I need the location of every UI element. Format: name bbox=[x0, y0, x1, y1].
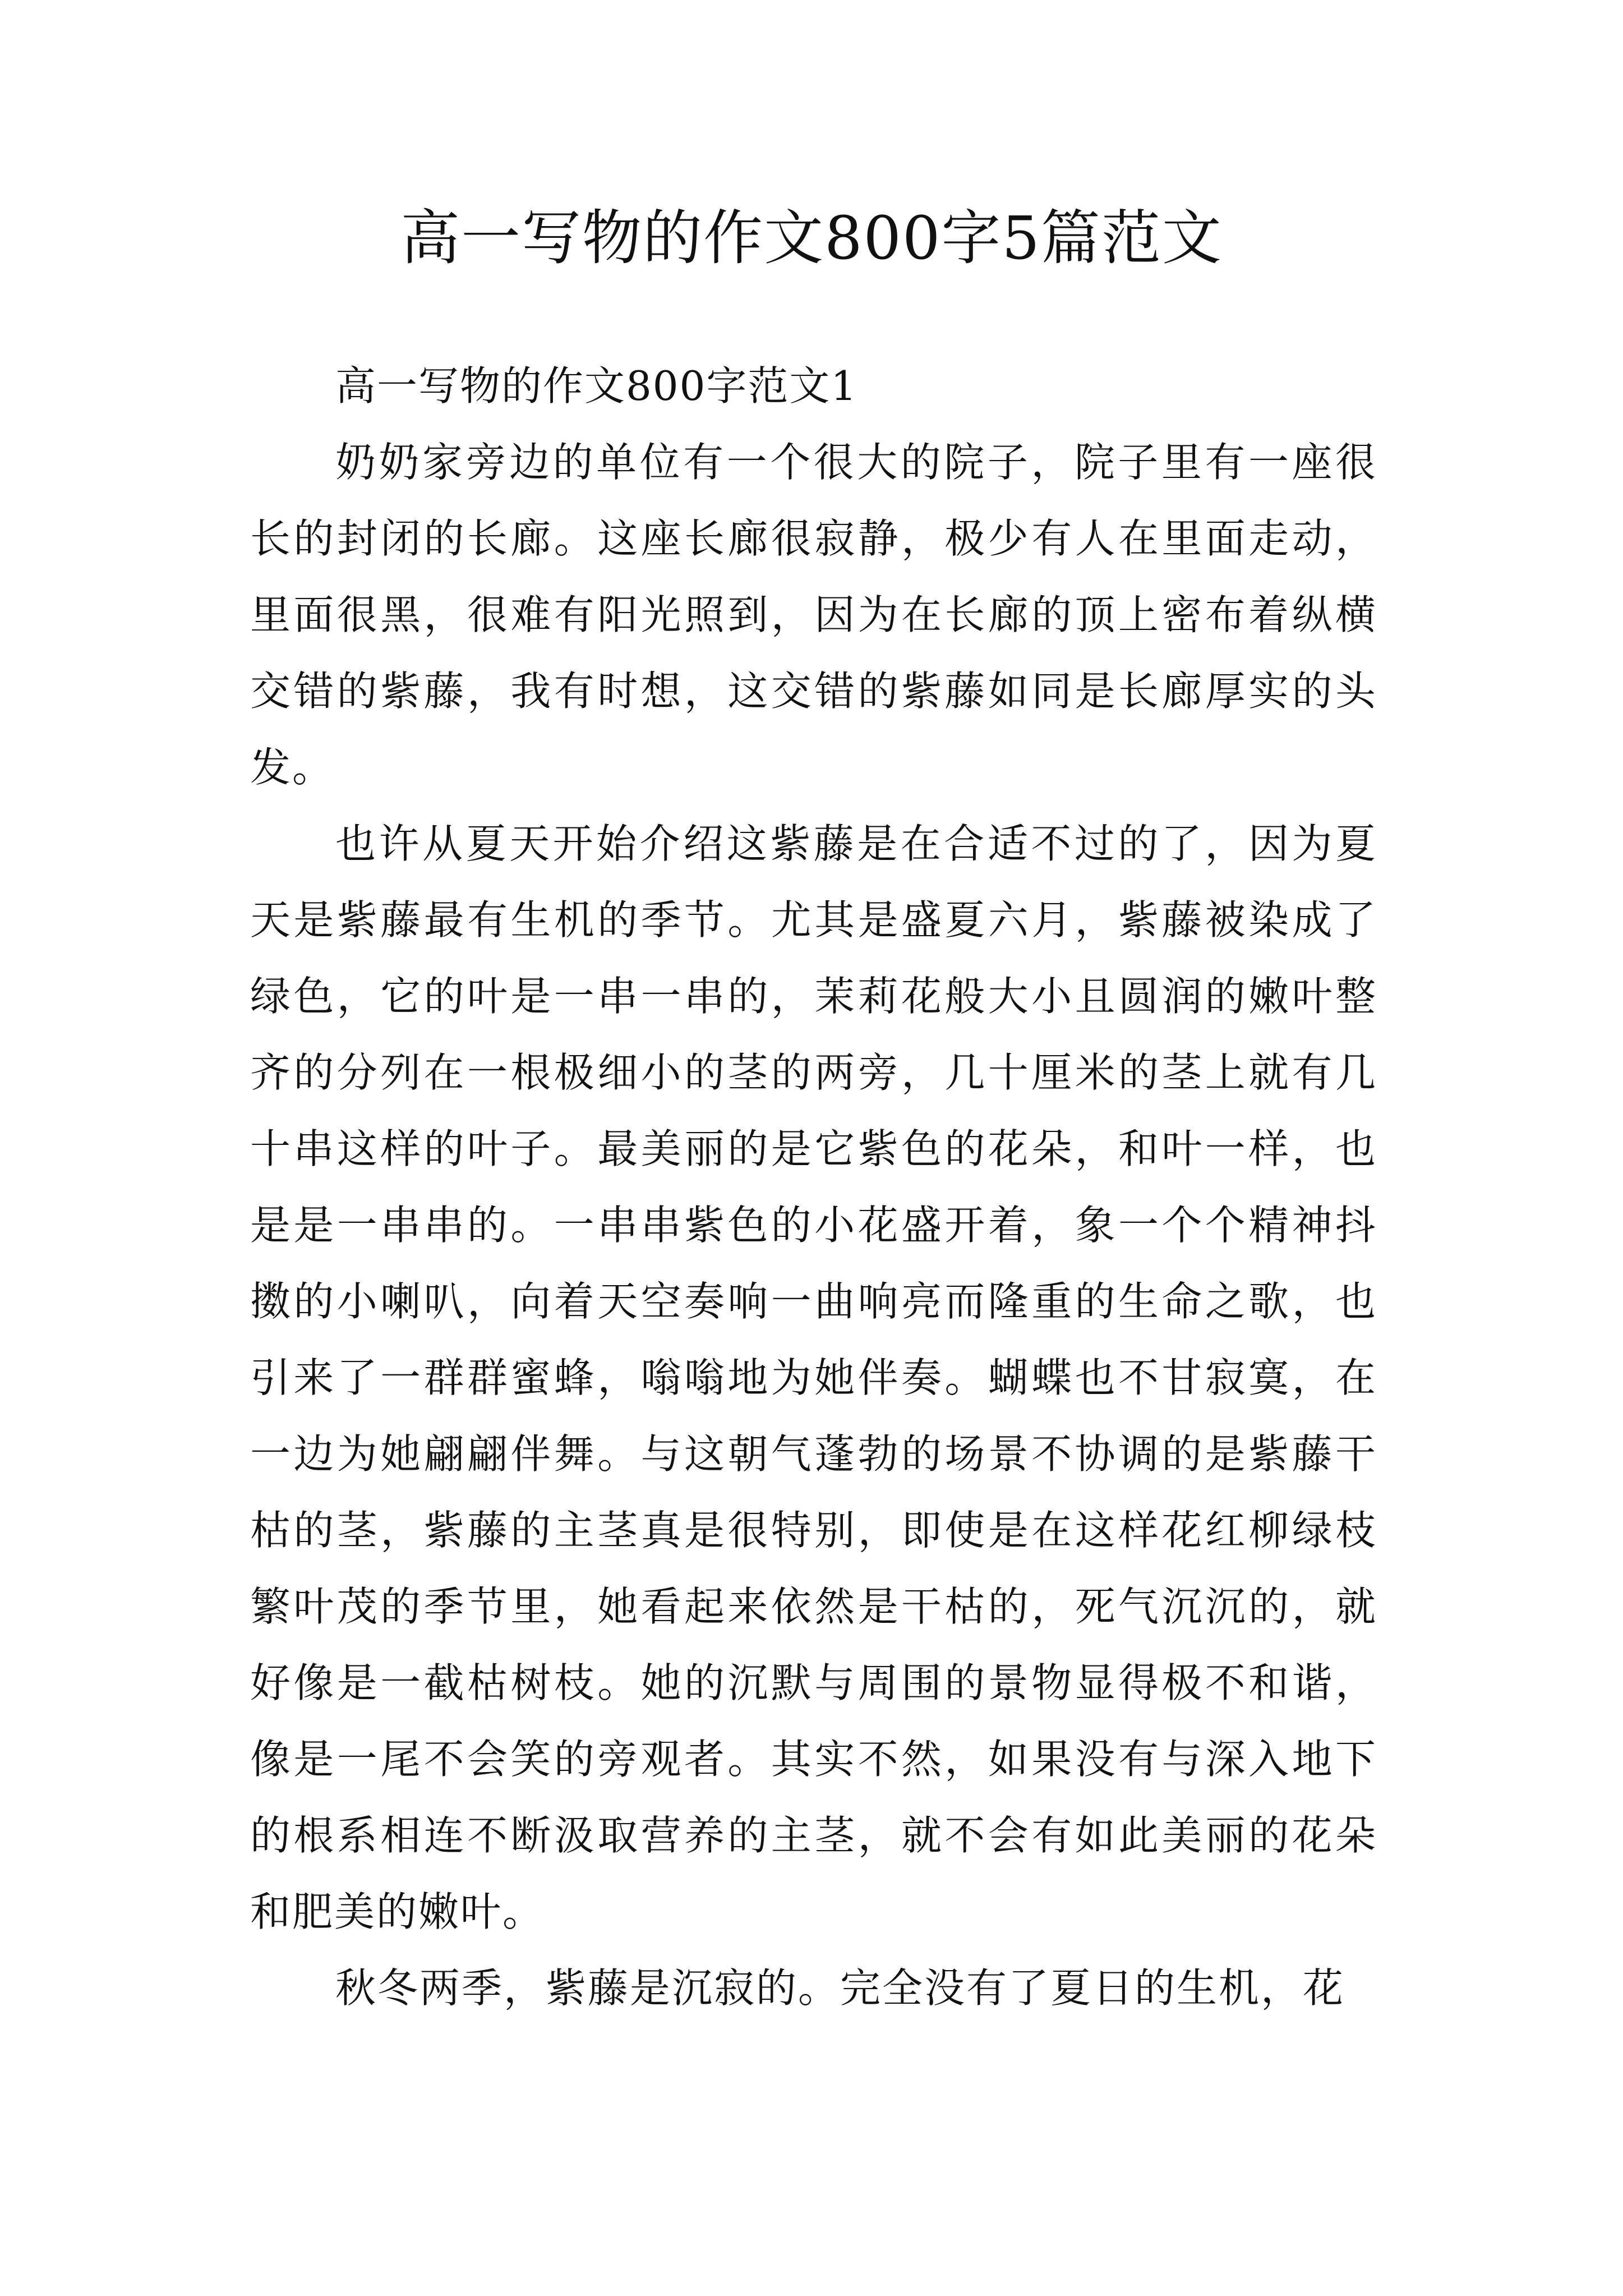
document-body bbox=[250, 348, 1377, 2026]
document-title: 高一写物的作文800字5篇范文 bbox=[400, 204, 1223, 273]
paragraph-3: 秋冬两季，紫藤是沉寂的。完全没有了夏日的生机，花 bbox=[335, 1964, 1345, 2012]
section-heading: 高一写物的作文800字范文1 bbox=[335, 362, 858, 409]
paragraph-2: 也许从夏天开始介绍这紫藤是在合适不过的了，因为夏天是紫藤最有生机的季节。尤其是盛夏六月，紫藤被染成了绿色，它的叶是一串一串的，茉莉花般大小且圆润的嫩叶整齐的分列在一根极细小的茎的两旁，几十厘米的茎上就有几十串这样的叶子。最美丽的是它紫色的花朵，和叶一样，也是是一串串的。一串串紫色的小花盛开着，象一个个精神抖擞的小喇叭，向着天空奏响一曲响亮而隆重的生命之歌，也引来了一群群蜜蜂，嗡嗡地为她伴奏。蝴蝶也不甘寂寞，在一边为她翩翩伴舞。与这朝气蓬勃的场景不协调的是紫藤干枯的茎，紫藤的主茎真是很特别，即使是在这样花红柳绿枝繁叶茂的季节里，她看起来依然是干枯的，死气沉沉的，就好像是一截枯树枝。她的沉默与周围的景物显得极不和谐，像是一尾不会笑的旁观者。其实不然，如果没有与深入地下的根系相连不断汲取营养的主茎，就不会有如此美丽的花朵和肥美的嫩叶。 bbox=[250, 820, 1377, 1935]
paragraph-1: 奶奶家旁边的单位有一个很大的院子，院子里有一座很长的封闭的长廊。这座长廊很寂静，极少有人在里面走动，里面很黑，很难有阳光照到，因为在长廊的顶上密布着纵横交错的紫藤，我有时想，这交错的紫藤如同是长廊厚实的头发。 bbox=[250, 439, 1377, 791]
